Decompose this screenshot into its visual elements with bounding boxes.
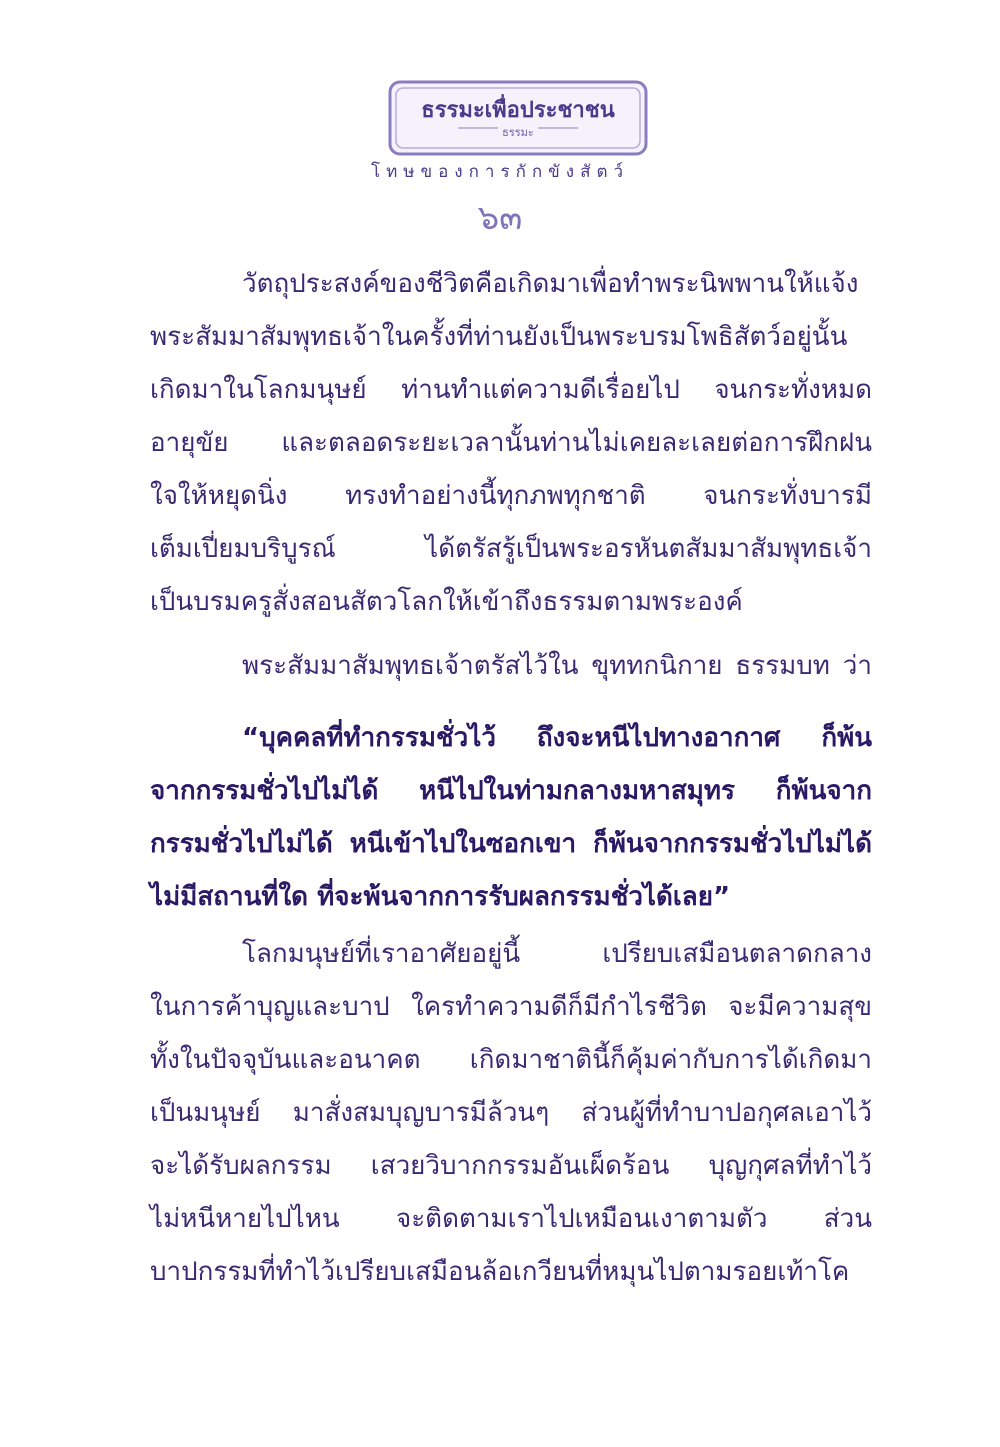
page-number: ๖๓ [477,198,523,238]
quote-line: ไม่มีสถานที่ใด ที่จะพ้นจากการรับผลกรรมชั่วได้เลย” [150,882,731,912]
paragraph-line: วัตถุประสงค์ของชีวิตคือเกิดมาเพื่อทำพระนิพพานให้แจ้ง [242,269,859,299]
paragraph-line: ใจให้หยุดนิ่ง ทรงทำอย่างนี้ทุกภพทุกชาติ จนกระทั่งบารมี [150,481,872,511]
chapter-title: โทษของการกักขังสัตว์ [370,162,630,182]
paragraph-line: โลกมนุษย์ที่เราอาศัยอยู่นี้ เปรียบเสมือนตลาดกลาง [242,939,872,969]
logo-subtitle: ธรรมะ [502,126,534,139]
paragraph-line: เป็นมนุษย์ มาสั่งสมบุญบารมีล้วนๆ ส่วนผู้ที่ทำบาปอกุศลเอาไว้ [150,1098,872,1128]
quote-line: จากกรรมชั่วไปไม่ได้ หนีไปในท่ามกลางมหาสมุทร ก็พ้นจาก [150,776,872,806]
paragraph-line: ไม่หนีหายไปไหน จะติดตามเราไปเหมือนเงาตามตัว ส่วน [150,1204,872,1234]
paragraph-line: เกิดมาในโลกมนุษย์ ท่านทำแต่ความดีเรื่อยไป จนกระทั่งหมด [150,375,872,405]
paragraph-2 [150,646,872,686]
paragraph-line: พระสัมมาสัมพุทธเจ้าในครั้งที่ท่านยังเป็นพระบรมโพธิสัตว์อยู่นั้น [150,322,848,352]
paragraph-line: พระสัมมาสัมพุทธเจ้าตรัสไว้ใน ขุททกนิกาย ธรรมบท ว่า [242,651,872,681]
paragraph-line: ในการค้าบุญและบาป ใครทำความดีก็มีกำไรชีวิต จะมีความสุข [150,992,872,1022]
paragraph-line: ทั้งในปัจจุบันและอนาคต เกิดมาชาตินี้ก็คุ้มค่ากับการได้เกิดมา [150,1045,872,1075]
paragraph-line: อายุขัย และตลอดระยะเวลานั้นท่านไม่เคยละเลยต่อการฝึกฝน [150,428,872,458]
paragraph-3 [150,934,872,1314]
paragraph-1 [150,264,872,617]
paragraph-line: บาปกรรมที่ทำไว้เปรียบเสมือนล้อเกวียนที่หมุนไปตามรอยเท้าโค [150,1257,850,1287]
paragraph-line: จะได้รับผลกรรม เสวยวิบากกรรมอันเผ็ดร้อน บุญกุศลที่ทำไว้ [150,1151,872,1181]
quote-line: กรรมชั่วไปไม่ได้ หนีเข้าไปในซอกเขา ก็พ้นจากกรรมชั่วไปไม่ได้ [150,829,872,859]
paragraph-line: เป็นบรมครูสั่งสอนสัตวโลกให้เข้าถึงธรรมตามพระองค์ [150,587,743,617]
logo-title: ธรรมะเพื่อประชาชน [421,97,615,123]
quote-line: “บุคคลที่ทำกรรมชั่วไว้ ถึงจะหนีไปทางอากาศ ก็พ้น [242,723,872,753]
buddha-quote [150,718,872,918]
paragraph-line: เต็มเปี่ยมบริบูรณ์ ได้ตรัสรู้เป็นพระอรหันตสัมมาสัมพุทธเจ้า [150,534,872,564]
publisher-logo [388,80,648,156]
